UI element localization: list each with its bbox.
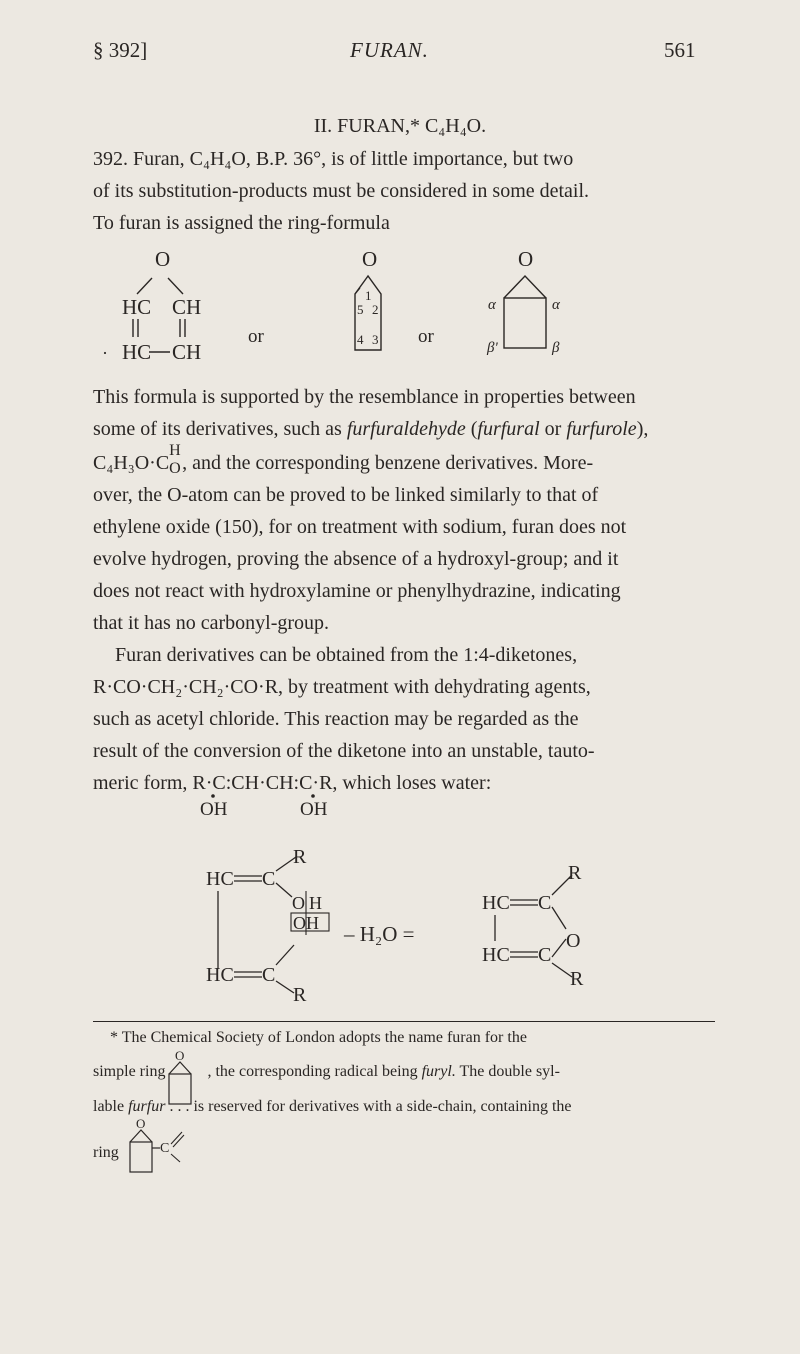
svg-text:R: R: [568, 862, 582, 884]
formula-a-ch-top: CH: [172, 295, 202, 319]
svg-text:C: C: [262, 868, 276, 890]
footnote-line-2: simple ring , the corresponding radical being furyl. The double syl-: [93, 1063, 560, 1080]
svg-text:R: R: [293, 846, 307, 868]
alpha-left-label: α: [488, 297, 496, 313]
svg-text:C: C: [538, 944, 552, 966]
svg-text:R: R: [293, 984, 307, 1005]
body-line-12: Furan derivatives can be obtained from the 1:4-diketones,: [115, 644, 578, 666]
svg-text:R: R: [570, 968, 584, 990]
ring-position-1: 1: [365, 288, 372, 303]
body-line-16: meric form, R·C:CH·CH:C·R, which loses water:: [93, 772, 492, 794]
running-title: FURAN.: [350, 38, 429, 62]
formula-a-oxygen: O: [155, 247, 171, 271]
furan-product: [482, 862, 584, 990]
dehydration-reaction-scheme: [0, 845, 800, 1005]
svg-text:C: C: [538, 892, 552, 914]
body-line-7: over, the O-atom can be proved to be linked similarly to that of: [93, 484, 599, 506]
body-line-9: evolve hydrogen, proving the absence of a hydroxyl-group; and it: [93, 548, 619, 570]
svg-text:HC: HC: [482, 892, 510, 914]
ring-position-2: 2: [372, 302, 379, 317]
svg-text:O: O: [175, 1048, 185, 1063]
svg-text:O: O: [136, 1116, 146, 1131]
svg-text:H: H: [309, 893, 322, 913]
structural-formula-c: [486, 247, 561, 356]
beta-prime-label: β': [487, 340, 498, 356]
ring-position-5: 5: [357, 302, 364, 317]
page-number: 561: [664, 38, 696, 62]
section-heading: II. FURAN,* C₄H₄O.: [313, 115, 487, 137]
beta-label: β: [552, 340, 560, 356]
svg-text:HC: HC: [206, 964, 234, 986]
side-chain-ring-glyph: [0, 1116, 800, 1176]
ring-position-3: 3: [372, 332, 379, 347]
svg-text:HC: HC: [206, 868, 234, 890]
hydroxyl-label-1: OH: [200, 799, 228, 820]
svg-text:·: ·: [102, 343, 108, 363]
svg-text:C: C: [160, 1141, 170, 1156]
body-line-6: C₄H₃O·C H O , and the corresponding benzene derivatives. More-: [93, 442, 594, 477]
footnote-line-4: ring: [93, 1144, 119, 1161]
alpha-right-label: α: [552, 297, 560, 313]
formula-a-ch-bottom: CH: [172, 340, 202, 364]
body-line-13: R·CO·CH₂·CH₂·CO·R, by treatment with dehydrating agents,: [93, 676, 591, 698]
formula-a-hc-top: HC: [122, 295, 152, 319]
hydroxyl-label-2: OH: [300, 799, 328, 820]
svg-text:C: C: [262, 964, 276, 986]
or-connector-2: or: [418, 326, 434, 347]
furan-ring-formulas: [0, 244, 800, 374]
minus-water-operator: – H₂O =: [344, 922, 415, 946]
svg-text:O: O: [566, 930, 581, 952]
formula-b-oxygen: O: [362, 247, 378, 271]
body-line-4: This formula is supported by the resemblance in properties between: [93, 386, 636, 408]
body-line-14: such as acetyl chloride. This reaction may be regarded as the: [93, 708, 579, 730]
footnote-line-1: * The Chemical Society of London adopts the name furan for the: [110, 1029, 527, 1046]
body-line-5: some of its derivatives, such as furfuraldehyde (furfural or furfurole),: [93, 418, 649, 440]
body-line-8: ethylene oxide (150), for on treatment with sodium, furan does not: [93, 516, 627, 538]
formula-a-hc-bottom: HC: [122, 340, 152, 364]
footnote-rule: [93, 1021, 715, 1022]
ring-position-4: 4: [357, 332, 364, 347]
body-line-11: that it has no carbonyl-group.: [93, 612, 330, 634]
structural-formula-b: [355, 247, 381, 350]
body-line-2: of its substitution-products must be considered in some detail.: [93, 180, 590, 202]
body-line-15: result of the conversion of the diketone into an unstable, tauto-: [93, 740, 595, 762]
body-line-3: To furan is assigned the ring-formula: [93, 212, 390, 234]
or-connector-1: or: [248, 326, 264, 347]
structural-formula-a: [102, 247, 201, 364]
formula-c-oxygen: O: [518, 247, 534, 271]
svg-text:HC: HC: [482, 944, 510, 966]
body-line-10: does not react with hydroxylamine or phenylhydrazine, indicating: [93, 580, 621, 602]
body-line-1: 392. Furan, C₄H₄O, B.P. 36°, is of little importance, but two: [93, 148, 574, 170]
svg-text:OH: OH: [293, 913, 319, 933]
section-number: § 392]: [93, 38, 148, 62]
svg-text:O: O: [292, 893, 305, 913]
footnote-line-3: lable furfur . . . is reserved for derivatives with a side-chain, containing the: [93, 1098, 572, 1115]
tautomeric-form: [206, 846, 329, 1005]
